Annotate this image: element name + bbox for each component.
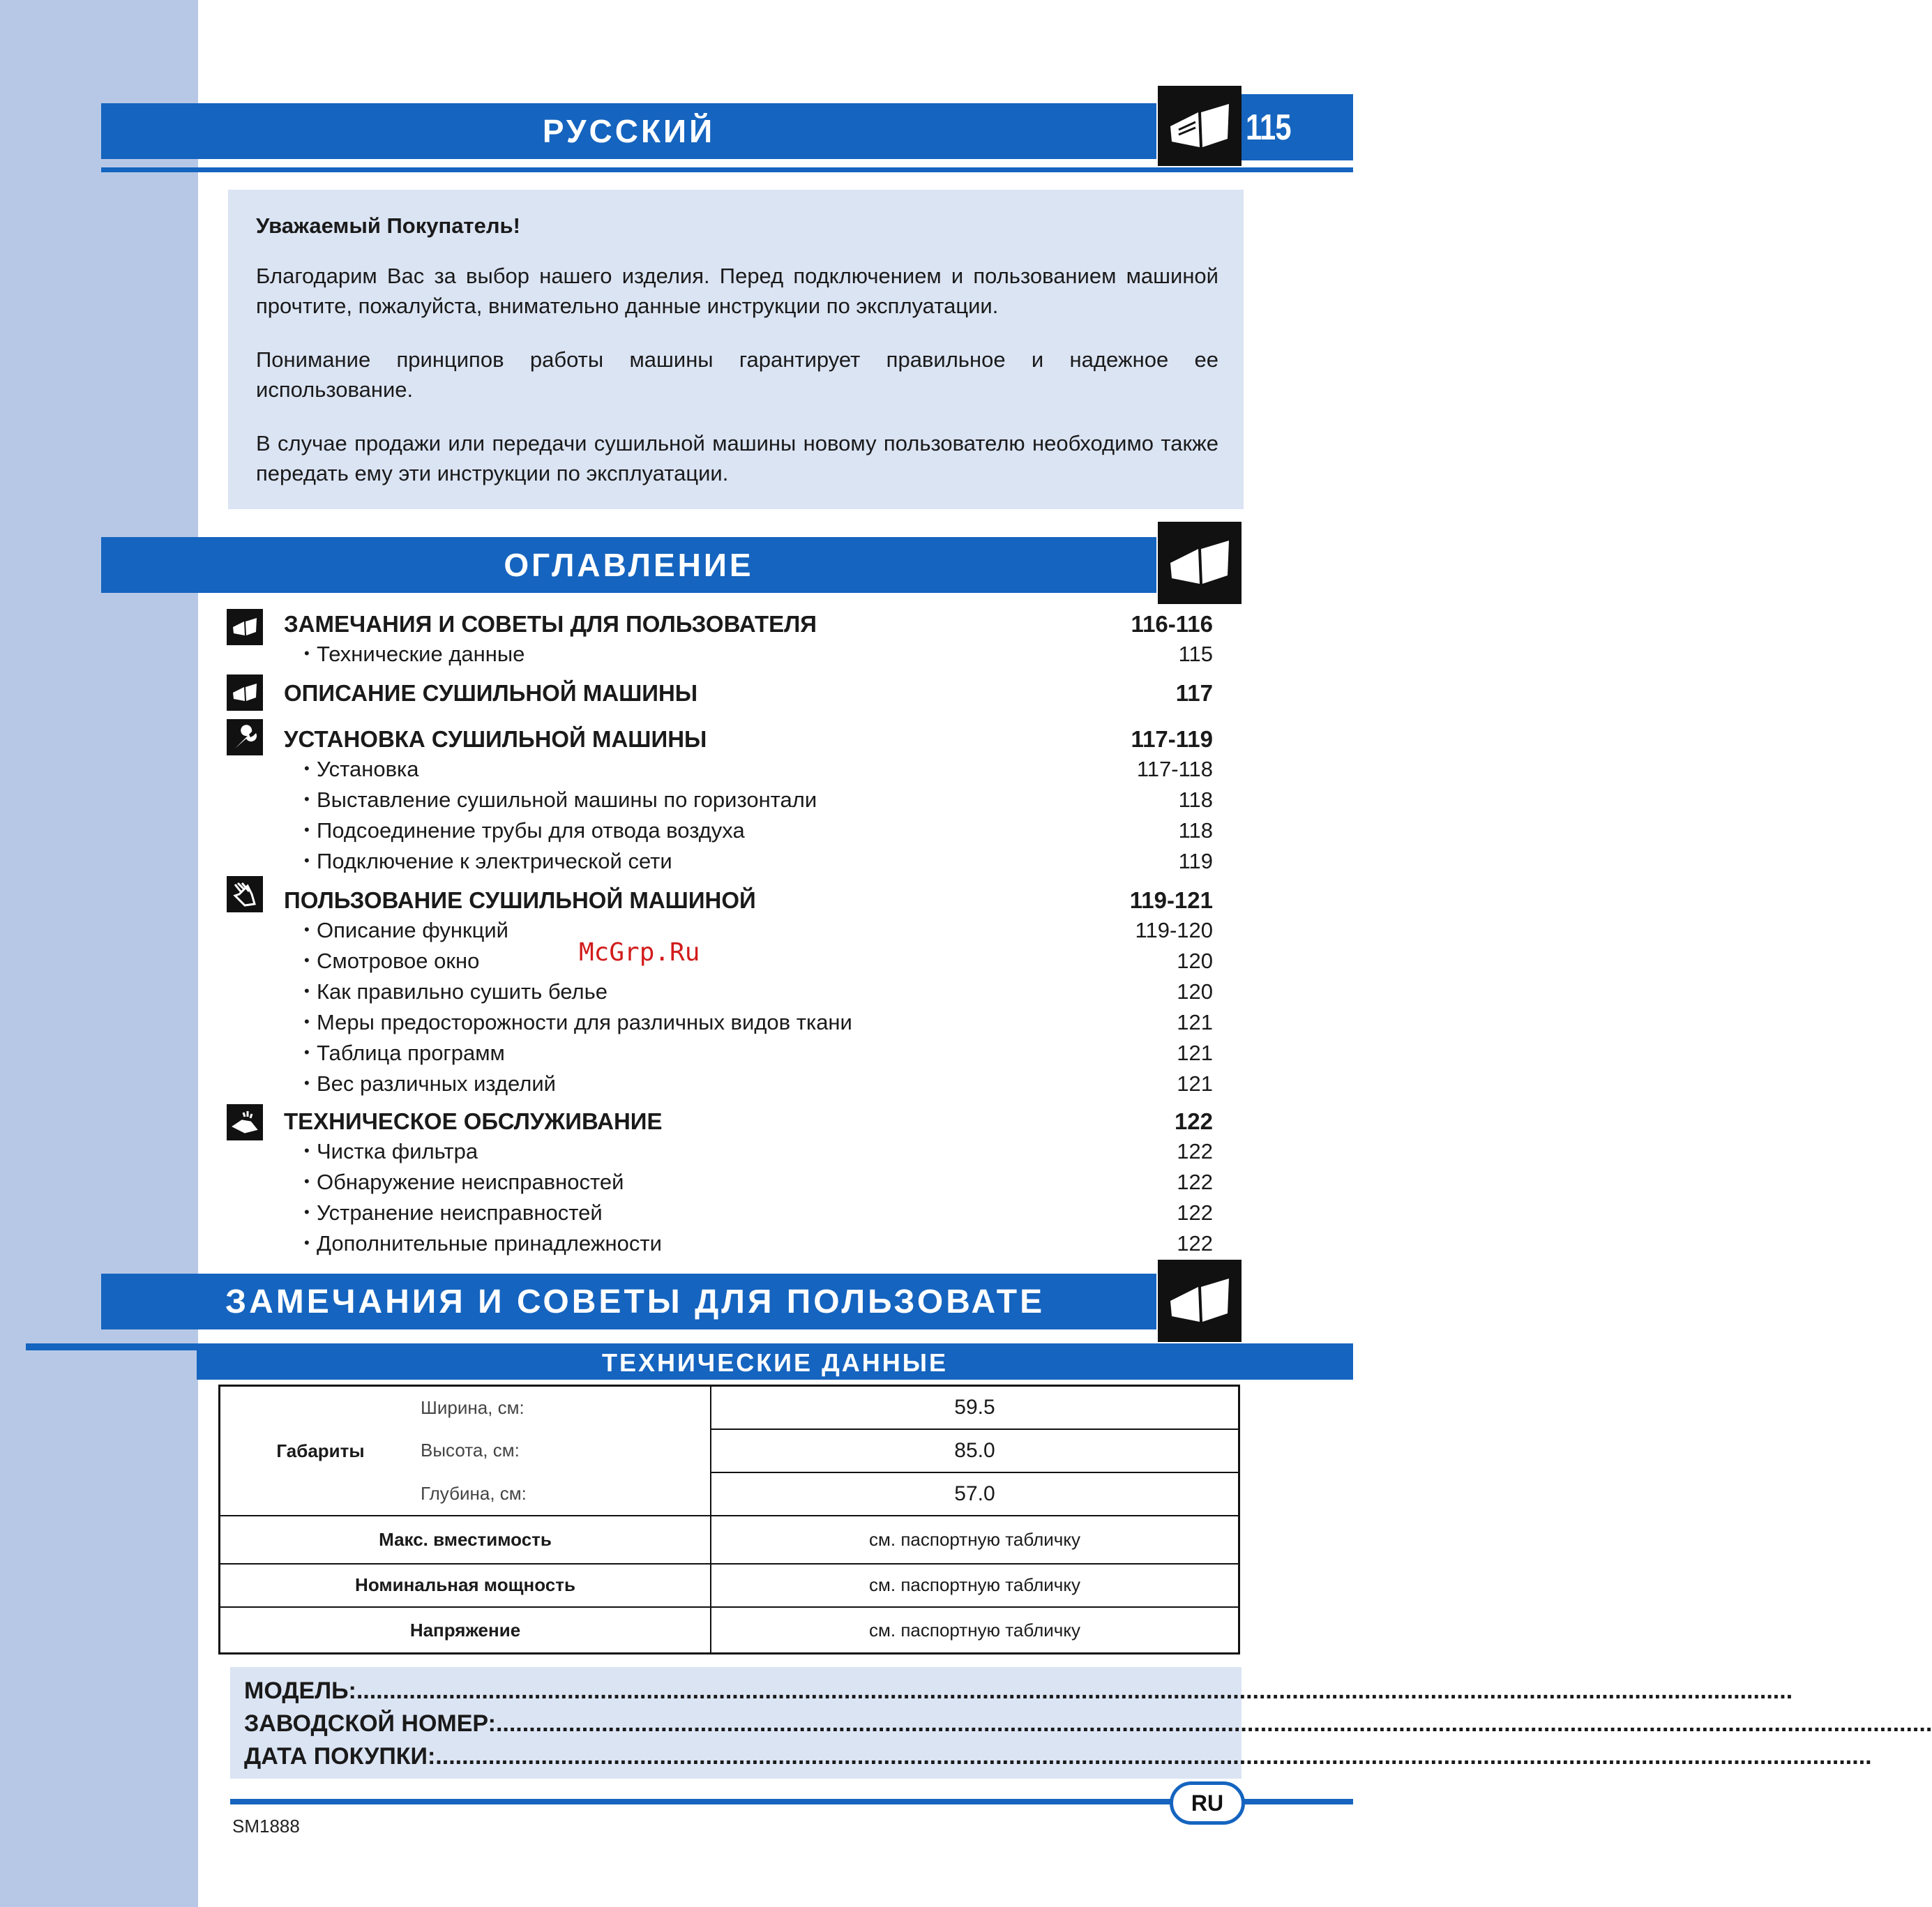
bullet: •	[304, 1173, 310, 1190]
toc-item-pages: 119-120	[1135, 918, 1213, 942]
toc-section-pages: 117-119	[1131, 726, 1213, 752]
toc-item-pages: 119	[1178, 849, 1213, 873]
page-number: 115	[1246, 107, 1291, 148]
bullet: •	[304, 1234, 310, 1251]
toc-section-pages: 119-121	[1129, 887, 1213, 913]
model-label: МОДЕЛЬ:	[244, 1678, 356, 1704]
bullet: •	[304, 982, 310, 1000]
toc-item-label[interactable]: Выставление сушильной машины по горизонтали	[317, 787, 817, 812]
toc-section-pages: 117	[1175, 680, 1213, 706]
intro-paragraph: Благодарим Вас за выбор нашего изделия. Перед подключением и пользованием машиной прочтите, пожалуйста, внимательно данные инструкции по эксплуатации.	[256, 264, 1218, 318]
toc-item-label[interactable]: Устранение неисправностей	[317, 1200, 603, 1225]
watermark: McGrp.Ru	[579, 938, 700, 967]
bullet: •	[304, 921, 310, 938]
toc-title: ОГЛАВЛЕНИЕ	[504, 547, 754, 583]
bullet: •	[304, 1074, 310, 1092]
height-label: Высота, см:	[421, 1440, 520, 1461]
toc-item-pages: 115	[1178, 642, 1213, 666]
purchase-date-label: ДАТА ПОКУПКИ:	[244, 1743, 436, 1770]
hand-icon	[231, 880, 259, 908]
toc-section-title[interactable]: ЗАМЕЧАНИЯ И СОВЕТЫ ДЛЯ ПОЛЬЗОВАТЕЛЯ	[284, 611, 817, 637]
tech-data-title: ТЕХНИЧЕСКИЕ ДАННЫЕ	[602, 1348, 948, 1377]
capacity-label: Макс. вместимость	[220, 1516, 711, 1563]
toc-item-label[interactable]: Таблица программ	[317, 1041, 505, 1065]
toc-item-label[interactable]: Подключение к электрической сети	[317, 849, 672, 873]
intro-greeting: Уважаемый Покупатель!	[256, 213, 520, 238]
power-label: Номинальная мощность	[220, 1564, 711, 1607]
depth-label: Глубина, см:	[421, 1483, 527, 1505]
language-badge-text: RU	[1191, 1790, 1224, 1816]
toc-item-label[interactable]: Дополнительные принадлежности	[317, 1231, 662, 1256]
toc-item-pages: 122	[1177, 1139, 1213, 1163]
toc-section-pages: 116-116	[1131, 611, 1213, 637]
open-book-icon	[1165, 535, 1235, 591]
bullet: •	[304, 760, 310, 777]
voltage-value: см. паспортную табличку	[711, 1607, 1239, 1653]
model-field[interactable]: МОДЕЛЬ:..........................................................................................................................................................................................................................	[244, 1678, 1793, 1704]
toc-banner	[101, 537, 1156, 593]
bullet: •	[304, 1203, 310, 1221]
toc-item-label[interactable]: Меры предосторожности для различных видов ткани	[317, 1010, 852, 1034]
book-icon	[231, 681, 259, 704]
toc-section-title[interactable]: ПОЛЬЗОВАНИЕ СУШИЛЬНОЙ МАШИНОЙ	[284, 887, 756, 913]
dimensions-label: Габариты	[220, 1386, 421, 1516]
width-label: Ширина, см:	[421, 1396, 524, 1418]
page-number-box	[1242, 94, 1353, 160]
wrench-icon	[231, 723, 259, 751]
toc-item-label[interactable]: Технические данные	[317, 642, 525, 666]
width-value: 59.5	[711, 1386, 1239, 1429]
bullet: •	[304, 1142, 310, 1159]
book-icon	[231, 616, 259, 638]
language-badge	[1170, 1781, 1245, 1825]
toc-item-pages: 117-118	[1136, 757, 1213, 781]
toc-section-title[interactable]: ТЕХНИЧЕСКОЕ ОБСЛУЖИВАНИЕ	[284, 1108, 663, 1134]
toc-section-title[interactable]: ОПИСАНИЕ СУШИЛЬНОЙ МАШИНЫ	[284, 680, 698, 706]
toc-item-label[interactable]: Описание функций	[317, 918, 508, 942]
header-rule	[101, 167, 1353, 172]
power-value: см. паспортную табличку	[711, 1564, 1239, 1607]
toc-section-icon	[227, 609, 263, 645]
toc-item-pages: 121	[1177, 1041, 1213, 1065]
toc-item-pages: 121	[1177, 1071, 1213, 1096]
serial-label: ЗАВОДСКОЙ НОМЕР:	[244, 1710, 496, 1737]
language-header-banner	[101, 103, 1156, 159]
cleaning-hand-icon	[231, 1108, 259, 1136]
bullet: •	[304, 790, 310, 808]
tech-data-banner	[197, 1346, 1353, 1380]
left-margin-stripe	[0, 0, 198, 1907]
bullet: •	[304, 951, 310, 969]
table-row	[220, 1386, 1239, 1429]
header-book-box	[1158, 86, 1242, 166]
toc-section-icon	[227, 719, 263, 755]
notes-banner-title: ЗАМЕЧАНИЯ И СОВЕТЫ ДЛЯ ПОЛЬЗОВАТЕ	[225, 1283, 1046, 1320]
notes-banner	[101, 1274, 1156, 1329]
toc-item-label[interactable]: Как правильно сушить белье	[317, 979, 607, 1004]
height-value: 85.0	[711, 1429, 1239, 1472]
toc-item-label[interactable]: Вес различных изделий	[317, 1071, 556, 1096]
toc-item-pages: 122	[1177, 1200, 1213, 1225]
serial-field[interactable]: ЗАВОДСКОЙ НОМЕР:..........................................................................................................................................................................................................................	[244, 1710, 1932, 1737]
bullet: •	[304, 1043, 310, 1061]
table-row	[220, 1564, 1239, 1607]
toc-section-icon	[227, 674, 263, 711]
toc-item-label[interactable]: Подсоединение трубы для отвода воздуха	[317, 818, 745, 843]
toc-item-label[interactable]: Смотровое окно	[317, 949, 480, 973]
toc-section-icon	[227, 876, 263, 912]
table-row	[220, 1607, 1239, 1653]
toc-item-pages: 122	[1177, 1170, 1213, 1194]
bullet: •	[304, 645, 310, 662]
toc-item-pages: 122	[1177, 1231, 1213, 1256]
toc-item-label[interactable]: Обнаружение неисправностей	[317, 1170, 624, 1194]
toc-item-pages: 118	[1178, 787, 1213, 812]
table-row	[220, 1516, 1239, 1563]
notes-book-box	[1158, 1260, 1242, 1342]
doc-code: SM1888	[232, 1816, 300, 1837]
intro-panel	[228, 190, 1244, 509]
toc-item-pages: 121	[1177, 1010, 1213, 1034]
open-book-icon	[1165, 1273, 1235, 1329]
depth-value: 57.0	[711, 1472, 1239, 1516]
bullet: •	[304, 1013, 310, 1030]
toc-item-pages: 120	[1177, 949, 1213, 973]
toc-section-pages: 122	[1174, 1108, 1213, 1134]
voltage-label: Напряжение	[220, 1607, 711, 1653]
toc-section-title[interactable]: УСТАНОВКА СУШИЛЬНОЙ МАШИНЫ	[284, 726, 707, 752]
language-title: РУССКИЙ	[542, 113, 716, 149]
capacity-value: см. паспортную табличку	[711, 1516, 1239, 1563]
purchase-date-field[interactable]: ДАТА ПОКУПКИ:..........................................................................................................................................................................................................................	[244, 1743, 1872, 1770]
bullet: •	[304, 852, 310, 869]
intro-paragraph: Понимание принципов работы машины гарантирует правильное и надежное ее использование.	[256, 347, 1218, 402]
toc-item-pages: 120	[1177, 979, 1213, 1004]
toc-item-pages: 118	[1178, 818, 1213, 843]
open-book-icon	[1165, 98, 1235, 154]
intro-paragraph: В случае продажи или передачи сушильной машины новому пользователю необходимо также передать ему эти инструкции по эксплуатации.	[256, 431, 1218, 485]
toc-item-label[interactable]: Чистка фильтра	[317, 1139, 478, 1163]
specs-table	[218, 1385, 1240, 1655]
bullet: •	[304, 821, 310, 838]
toc-section-icon	[227, 1104, 263, 1140]
toc-book-box	[1158, 522, 1242, 604]
toc-item-label[interactable]: Установка	[317, 757, 419, 781]
model-info-box	[230, 1667, 1932, 1779]
